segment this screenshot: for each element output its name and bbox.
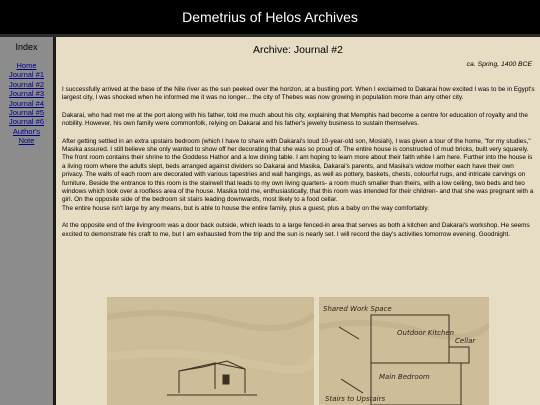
nav-link-home[interactable]: Home (16, 61, 37, 70)
entry-paragraph: At the opposite end of the livingroom was a door back outside, which leads to a large fenced-in area that serves as both a kitchen and Dakarai's workshop. He seems excited to demonstrate his craft to me, but I am exhausted from the trip and the sun is nearly set. I will record the day's activities tomorrow evening. Goodnight. (62, 222, 530, 238)
plan-label-main-bedroom: Main Bedroom (379, 373, 430, 381)
journal-page (56, 37, 540, 405)
nav-link-journal-2[interactable]: Journal #2 (8, 79, 45, 89)
index-sidebar (0, 37, 53, 405)
plan-label-shared-work-space: Shared Work Space (323, 305, 392, 313)
nav-link-authors-note[interactable]: Author's (12, 126, 41, 136)
entry-date: ca. Spring, 1400 BCE (466, 61, 532, 68)
nav-link-journal-1[interactable]: Journal #1 (8, 70, 45, 80)
nav-link-authors-note-cont[interactable]: Note (18, 136, 35, 146)
plan-label-outdoor-kitchen: Outdoor Kitchen (397, 329, 455, 337)
plan-label-cellar: Cellar (455, 337, 476, 345)
nav-link-journal-4[interactable]: Journal #4 (8, 98, 45, 108)
floorplan-sketch-image (319, 297, 489, 405)
entry-paragraph: Dakarai, who had met me at the port along with his father, told me much about his city, explaining that Memphis had become a centre for education of royalty and the nobility. However, his own family were commonfolk, relying on Dakarai and his father's jewelry business to sustain themselves. (62, 111, 528, 128)
entry-paragraph: The entire house isn't large by any means, but is able to house the entire family, plus a guest, plus a baby on the way comfortably. (62, 204, 429, 212)
entry-paragraph: After getting settled in an extra upstairs bedroom (which I have to share with Dakarai's loud 10-year-old son, Mosiah), I was given a tour of the home, "for my studies," Masika assured. I still believe she only wanted to show off her decorating that she was so proud of. The entire house is constructed of mud bricks, built very squarely. The front room contains their shrine to the Goddess Hathor and a low dining table. I am hoping to learn more about their faith while I am here. Further into the house is a living room where the adults slept, beds arranged against dividers so Dakarai and Masika, Dakarai's parents, and Masika's widow mother each have their own privacy. The walls of each room are decorated with various tapestries and wall hangings, as well as pottery, baskets, chests, colourful rugs, and intricate carvings on furniture. Beside the entrance to this room is the stairwell that leads to my own living quarters- a room much smaller than theirs, with a low ceiling, two beds and two windows which look over a roofless area of the house. Masika told me, enthusiastically, that this room was intended for their children- and that she was pregnant with a girl. On the opposite side of the bedroom sit stairs leading downwards, most likely to a food cellar. (62, 137, 534, 204)
plan-label-stairs: Stairs to Upstairs (325, 395, 386, 403)
entry-paragraph: I successfully arrived at the base of the Nile river as the sun peeked over the horizon, at a bustling port. When I exclaimed to Dakarai how excited I was to be in Egypt's largest city, I was shocked when he informed me it was no longer... the city of Thebes was now growing in population more than any other city. (62, 86, 535, 102)
nav-link-journal-5[interactable]: Journal #5 (8, 108, 45, 118)
nav-link-journal-6[interactable]: Journal #6 (8, 117, 45, 127)
nav-link-journal-3[interactable]: Journal #3 (8, 89, 45, 99)
site-header (0, 0, 540, 34)
house-sketch-image (107, 297, 314, 405)
journal-entry (62, 86, 536, 248)
index-heading: Index (15, 42, 38, 52)
site-title: Demetrius of Helos Archives (182, 9, 358, 25)
page-title: Archive: Journal #2 (253, 44, 343, 56)
